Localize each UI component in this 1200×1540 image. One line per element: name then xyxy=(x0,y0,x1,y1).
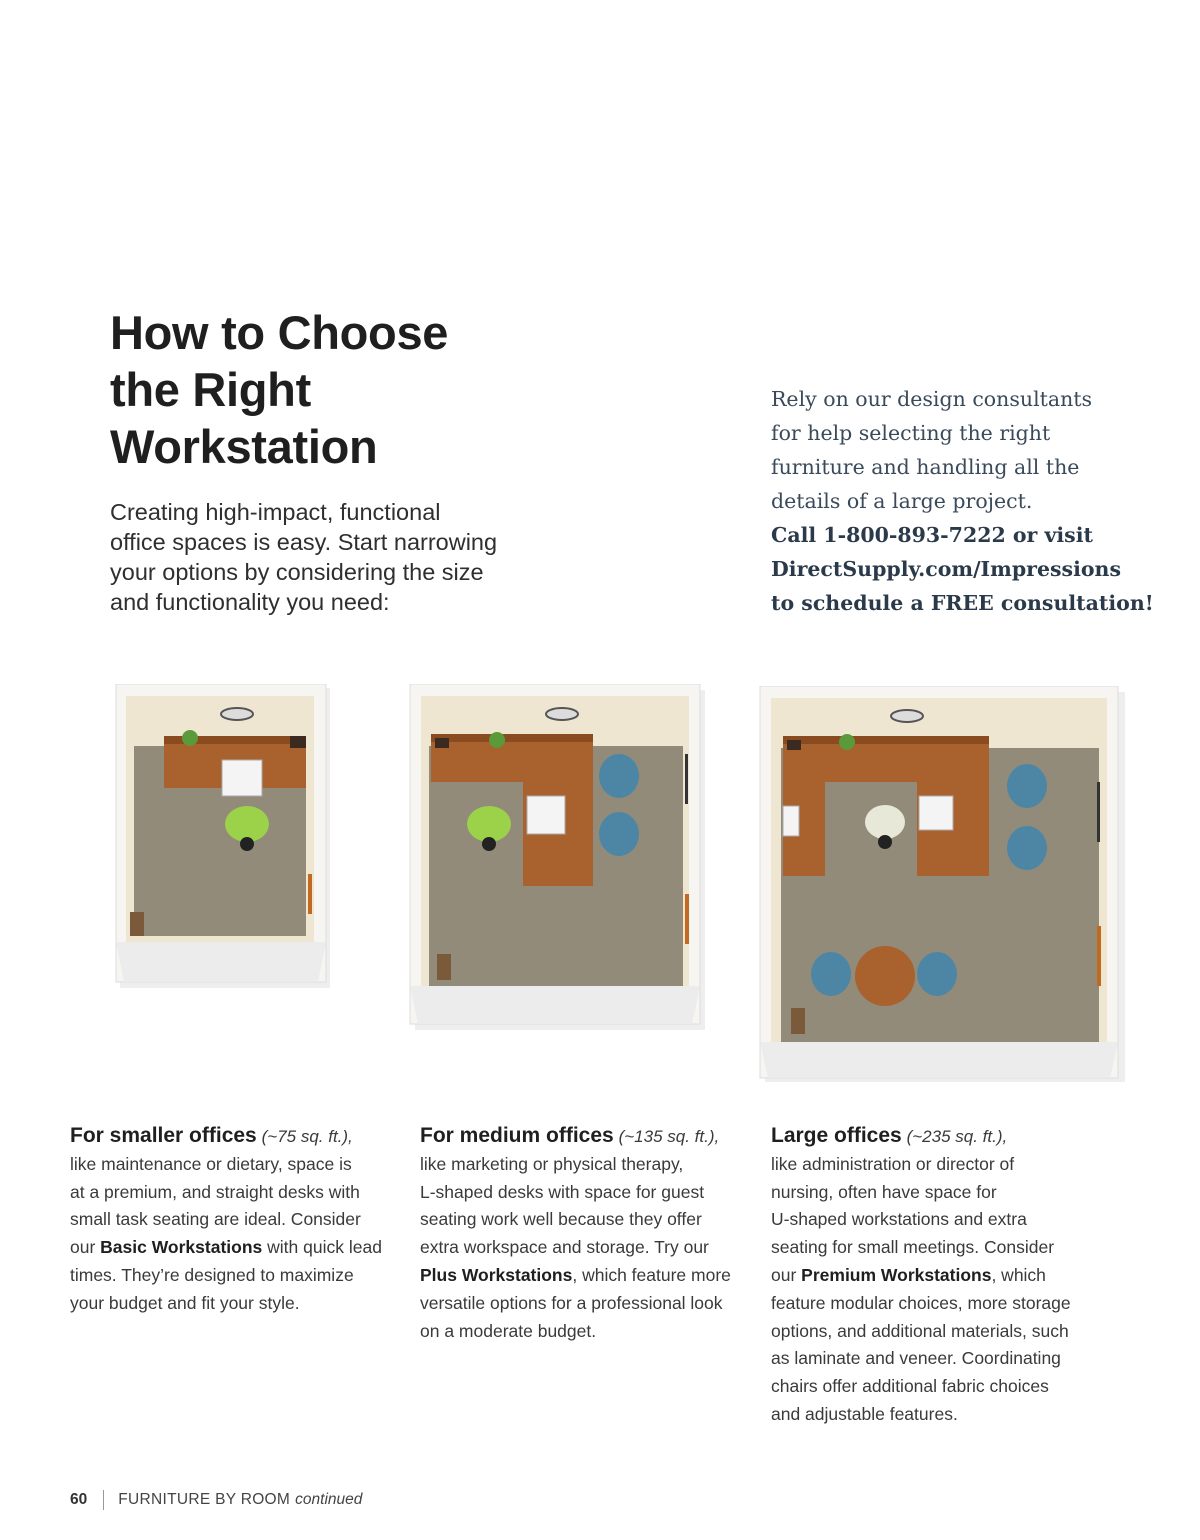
premium-workstations-link: Premium Workstations xyxy=(801,1264,992,1285)
desc-line: feature modular choices, more storage xyxy=(771,1292,1071,1313)
desc-line: seating for small meetings. Consider xyxy=(771,1237,1055,1258)
desc-text: our xyxy=(771,1264,797,1285)
page-title xyxy=(110,304,448,475)
large-office-heading: Large offices xyxy=(771,1124,902,1147)
desc-line: like administration or director of xyxy=(771,1153,1015,1174)
callout-website-link[interactable]: DirectSupply.com/Impressions xyxy=(771,557,1122,581)
desc-line: at a premium, and straight desks with xyxy=(70,1181,360,1202)
large-office-description xyxy=(771,1122,1111,1429)
page-number: 60 xyxy=(70,1491,88,1508)
callout-cta: to schedule a FREE consultation! xyxy=(771,591,1154,615)
section-name: FURNITURE BY ROOM xyxy=(118,1491,291,1508)
footer-divider xyxy=(103,1490,104,1510)
small-office-heading: For smaller offices xyxy=(70,1124,257,1147)
intro-paragraph xyxy=(110,497,550,617)
desc-line: options, and additional materials, such xyxy=(771,1320,1069,1341)
medium-office-heading: For medium offices xyxy=(420,1124,614,1147)
desc-line: nursing, often have space for xyxy=(771,1181,997,1202)
continued-label: continued xyxy=(295,1491,363,1508)
medium-office-description xyxy=(420,1122,760,1345)
title-line: the Right xyxy=(110,363,311,416)
intro-line: your options by considering the size xyxy=(110,559,484,585)
desc-line: extra workspace and storage. Try our xyxy=(420,1237,709,1258)
callout-phone: Call 1-800-893-7222 or visit xyxy=(771,523,1093,547)
consultation-callout xyxy=(771,382,1154,620)
desc-line: times. They’re designed to maximize xyxy=(70,1264,354,1285)
desc-line: as laminate and veneer. Coordinating xyxy=(771,1348,1061,1369)
desc-line: seating work well because they offer xyxy=(420,1209,702,1230)
callout-line: details of a large project. xyxy=(771,489,1033,513)
intro-line: and functionality you need: xyxy=(110,589,390,615)
desc-text: with quick lead xyxy=(267,1237,382,1258)
callout-line: furniture and handling all the xyxy=(771,455,1080,479)
title-line: How to Choose xyxy=(110,306,449,359)
desc-line: L-shaped desks with space for guest xyxy=(420,1181,705,1202)
medium-office-size: (~135 sq. ft.), xyxy=(618,1127,720,1146)
desc-line: and adjustable features. xyxy=(771,1403,958,1424)
desc-line: U-shaped workstations and extra xyxy=(771,1209,1027,1230)
small-office-illustration xyxy=(112,684,337,994)
desc-text: , which feature more xyxy=(572,1264,731,1285)
page-footer xyxy=(70,1490,362,1510)
intro-line: Creating high-impact, functional xyxy=(110,499,441,525)
desc-line: your budget and fit your style. xyxy=(70,1292,300,1313)
basic-workstations-link: Basic Workstations xyxy=(100,1237,263,1258)
intro-line: office spaces is easy. Start narrowing xyxy=(110,529,498,555)
desc-line: like maintenance or dietary, space is xyxy=(70,1153,352,1174)
callout-line: Rely on our design consultants xyxy=(771,387,1093,411)
desc-text: our xyxy=(70,1237,96,1258)
desc-line: like marketing or physical therapy, xyxy=(420,1153,684,1174)
desc-line: small task seating are ideal. Consider xyxy=(70,1209,361,1230)
title-line: Workstation xyxy=(110,420,378,473)
small-office-description xyxy=(70,1122,410,1318)
medium-office-illustration xyxy=(407,684,707,1034)
large-office-illustration xyxy=(757,686,1127,1086)
desc-line: on a moderate budget. xyxy=(420,1320,597,1341)
desc-line: versatile options for a professional look xyxy=(420,1292,723,1313)
callout-line: for help selecting the right xyxy=(771,421,1051,445)
desc-line: chairs offer additional fabric choices xyxy=(771,1376,1049,1397)
large-office-size: (~235 sq. ft.), xyxy=(906,1127,1008,1146)
desc-text: , which xyxy=(991,1264,1046,1285)
plus-workstations-link: Plus Workstations xyxy=(420,1264,573,1285)
small-office-size: (~75 sq. ft.), xyxy=(261,1127,353,1146)
